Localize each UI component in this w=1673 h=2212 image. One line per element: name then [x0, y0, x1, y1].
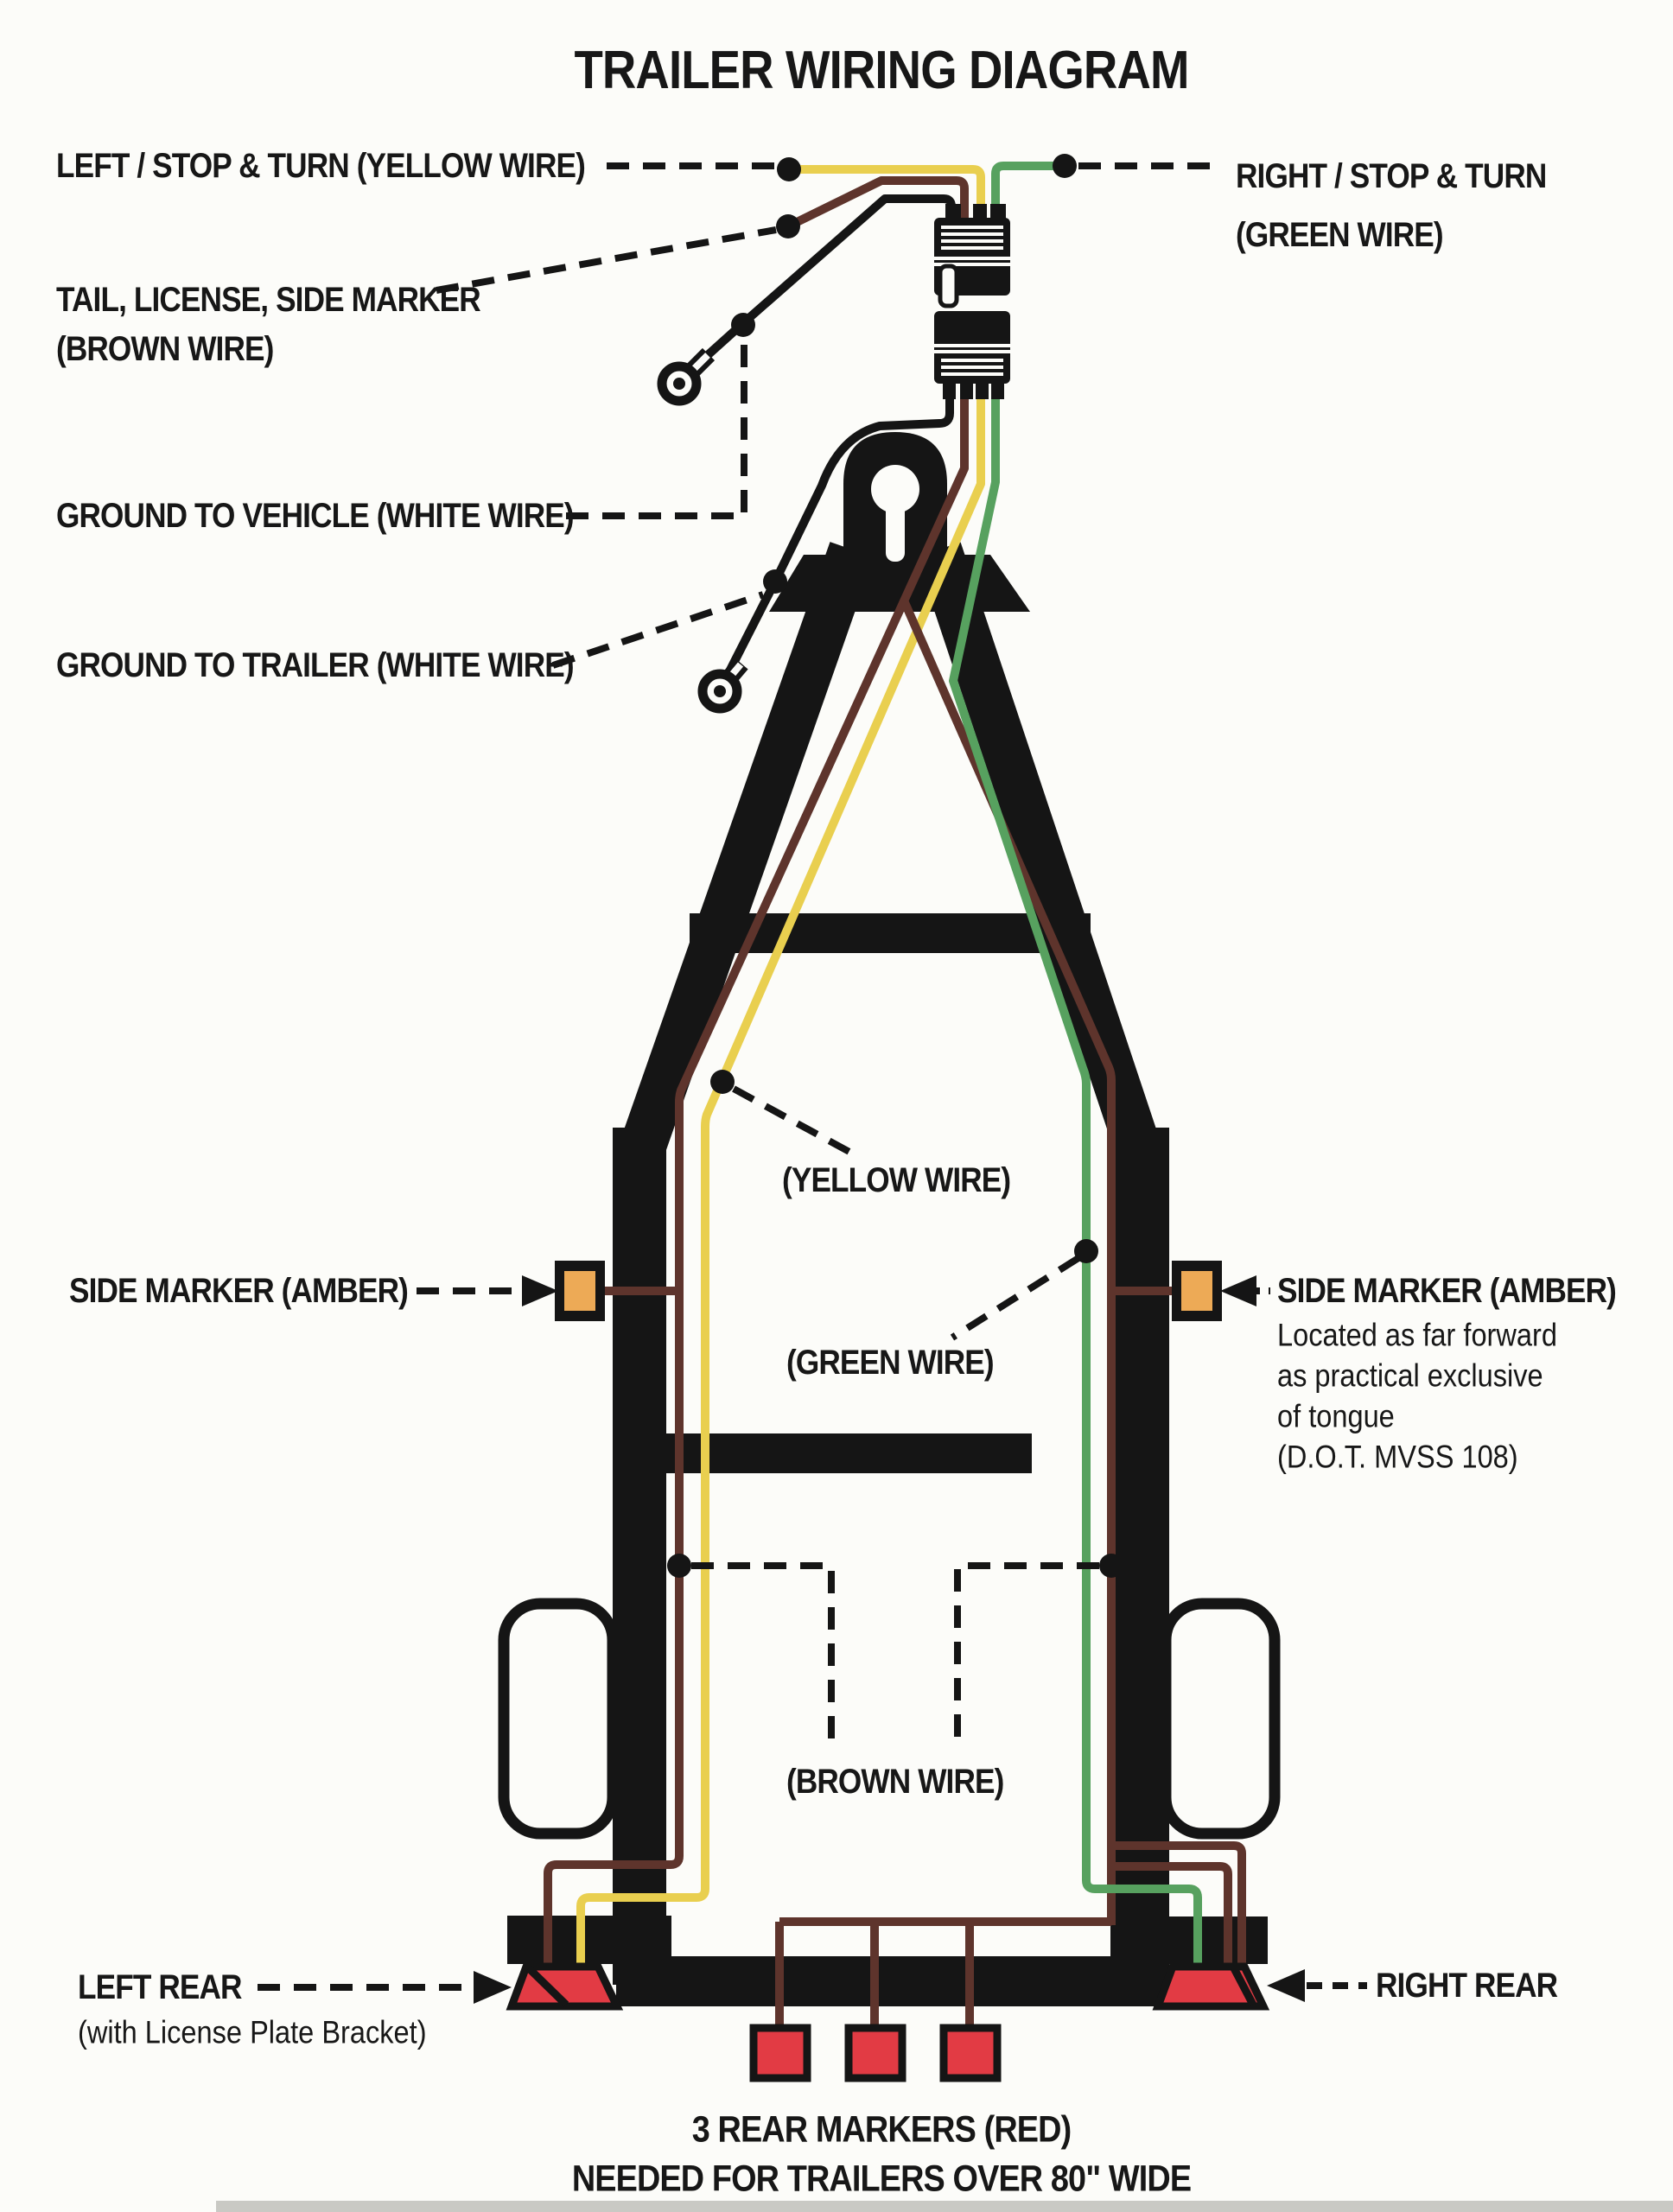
- label-left-rear-line2: (with License Plate Bracket): [78, 2014, 427, 2050]
- left-side-marker-arrowhead-icon: [522, 1275, 558, 1306]
- four-flat-connector: [934, 204, 1010, 399]
- left-rear-arrowhead-icon: [474, 1971, 512, 2004]
- rear-marker-1: [754, 2028, 807, 2078]
- label-side-marker-left: SIDE MARKER (AMBER): [69, 1272, 408, 1310]
- label-left-rear-line1: LEFT REAR: [78, 1968, 242, 2006]
- label-brown-wire: (BROWN WIRE): [786, 1763, 1004, 1801]
- brown-right-callout-dash: [957, 1566, 1099, 1744]
- brown-left-callout-dash: [691, 1566, 831, 1744]
- yellow-wire-callout-dash: [734, 1089, 857, 1156]
- label-side-marker-right-line5: (D.O.T. MVSS 108): [1277, 1439, 1518, 1475]
- label-right-stop-turn-line2: (GREEN WIRE): [1236, 216, 1443, 254]
- label-right-stop-turn-line1: RIGHT / STOP & TURN: [1236, 157, 1547, 195]
- label-green-wire: (GREEN WIRE): [786, 1344, 994, 1382]
- ring-terminal-vehicle-icon: [662, 354, 709, 401]
- right-fender: [1166, 1604, 1275, 1834]
- vehicle-ground-dot: [731, 313, 755, 337]
- middle-crossmember: [641, 1433, 1032, 1473]
- label-tail-license-line1: TAIL, LICENSE, SIDE MARKER: [56, 281, 480, 319]
- rear-crossbar: [616, 1956, 1166, 2006]
- right-rear-arrowhead-icon: [1267, 1969, 1305, 2002]
- brown-right-callout-dot: [1099, 1554, 1123, 1578]
- connector-latch-tab: [940, 266, 957, 306]
- label-yellow-wire: (YELLOW WIRE): [782, 1161, 1011, 1199]
- green-junction-dot: [1053, 154, 1077, 178]
- label-ground-trailer: GROUND TO TRAILER (WHITE WIRE): [56, 646, 574, 684]
- label-side-marker-right-line1: SIDE MARKER (AMBER): [1277, 1272, 1616, 1310]
- yellow-callout-dot: [710, 1070, 735, 1094]
- page-title: TRAILER WIRING DIAGRAM: [574, 41, 1189, 100]
- yellow-junction-dot: [777, 157, 801, 181]
- label-side-marker-right-line2: Located as far forward: [1277, 1317, 1557, 1353]
- rear-marker-2: [849, 2028, 902, 2078]
- label-side-marker-right-line4: of tongue: [1277, 1398, 1395, 1434]
- trailer-ground-dot: [763, 569, 787, 594]
- brown-left-callout-dot: [667, 1554, 691, 1578]
- label-tail-license-line2: (BROWN WIRE): [56, 330, 274, 368]
- left-side-rail: [613, 1128, 666, 1985]
- label-ground-vehicle: GROUND TO VEHICLE (WHITE WIRE): [56, 497, 574, 535]
- right-side-rail: [1116, 1128, 1169, 1985]
- right-side-marker-arrowhead-icon: [1220, 1275, 1256, 1306]
- brown-junction-dot: [776, 214, 800, 238]
- ground-vehicle-callout-dash: [566, 337, 744, 516]
- label-rear-markers-line1: 3 REAR MARKERS (RED): [691, 2108, 1072, 2151]
- left-fender: [504, 1604, 613, 1834]
- green-wire-callout-dash: [952, 1258, 1078, 1338]
- scan-edge-strip: [216, 2201, 1673, 2212]
- right-side-marker-lens: [1181, 1271, 1212, 1311]
- left-side-marker-lens: [564, 1271, 595, 1311]
- ring-terminal-trailer-icon: [703, 664, 741, 709]
- label-side-marker-right-line3: as practical exclusive: [1277, 1357, 1543, 1394]
- label-left-stop-turn: LEFT / STOP & TURN (YELLOW WIRE): [56, 147, 585, 185]
- rear-marker-3: [944, 2028, 997, 2078]
- label-right-rear: RIGHT REAR: [1376, 1967, 1558, 2005]
- ground-trailer-callout-dash: [553, 594, 763, 665]
- ground-to-vehicle-wire: [691, 199, 951, 370]
- tail-license-callout-dash: [436, 230, 776, 290]
- label-rear-markers-line2: NEEDED FOR TRAILERS OVER 80" WIDE: [571, 2158, 1192, 2200]
